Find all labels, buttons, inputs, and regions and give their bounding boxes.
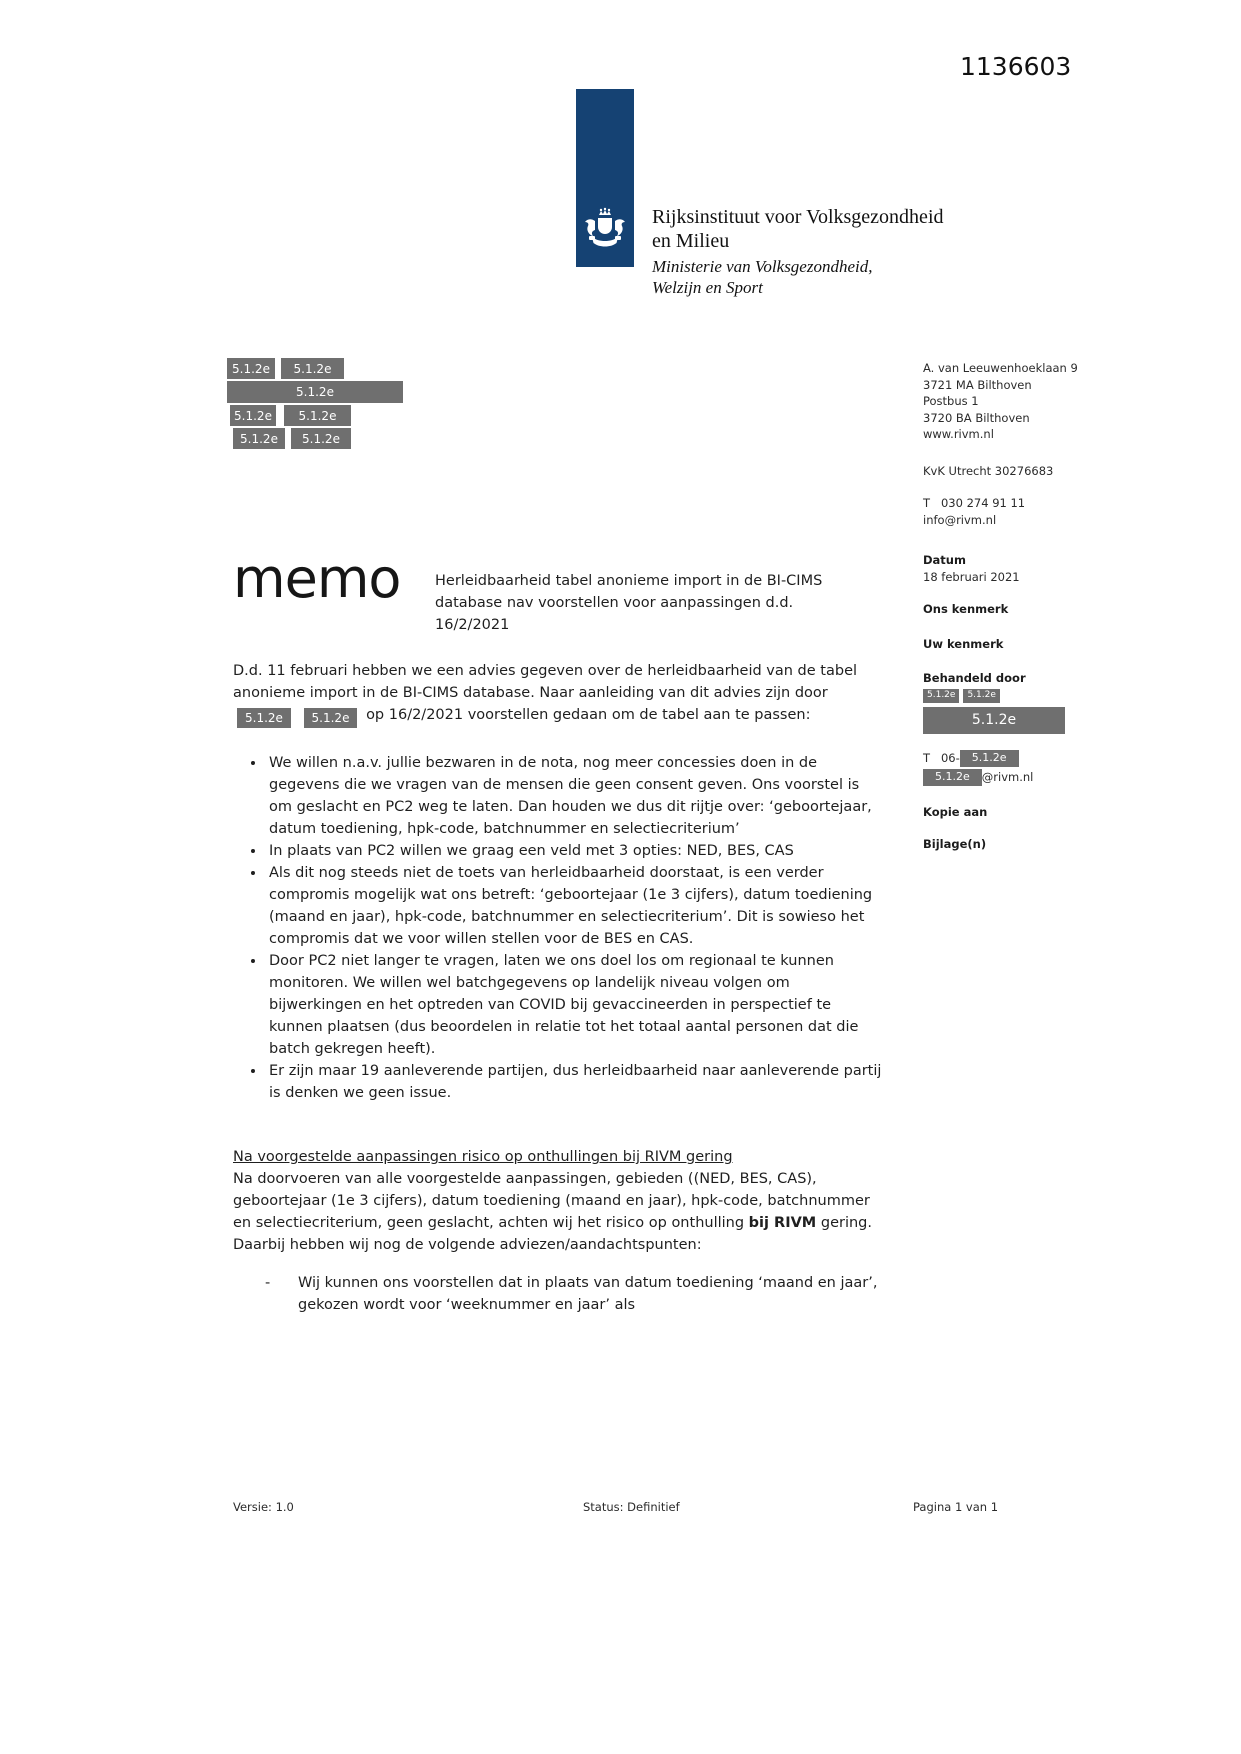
redaction-block: 5.1.2e	[284, 405, 351, 426]
bijlage-label: Bijlage(n)	[923, 837, 987, 851]
address-line: A. van Leeuwenhoeklaan 9	[923, 361, 1078, 375]
ministry-line1: Ministerie van Volksgezondheid,	[652, 257, 873, 276]
redaction-block: 5.1.2e	[304, 708, 358, 728]
document-number: 1136603	[960, 52, 1072, 81]
address-block	[923, 360, 1088, 443]
dash-item-text: Wij kunnen ons voorstellen dat in plaats van datum toediening ‘maand en jaar’, gekozen wordt voor ‘weeknummer en jaar’ als	[298, 1275, 878, 1313]
closing-paragraph	[233, 1168, 885, 1256]
address-line: Postbus 1	[923, 394, 979, 408]
kopie-aan-label: Kopie aan	[923, 804, 988, 819]
datum-label: Datum	[923, 553, 966, 567]
intro-paragraph	[233, 660, 885, 728]
bullet-item: • Als dit nog steeds niet de toets van herleidbaarheid doorstaat, is een verder compromis mogelijk wat ons betreft: ‘geboortejaar (1e 3 cijfers), datum toediening (maand en jaar), hpk-code, batchnummer en selectiecriterium’. Dit is sowieso het compromis dat we voor willen stellen voor de BES en CAS.	[266, 862, 885, 950]
org-name-line2: en Milieu	[652, 230, 730, 252]
main-content	[233, 547, 885, 1316]
redaction-block: 5.1.2e	[960, 750, 1019, 767]
rivm-logo-banner	[576, 89, 634, 267]
behandeld-door-label: Behandeld door	[923, 671, 1026, 685]
bullet-item: • Door PC2 niet langer te vragen, laten we ons doel los om regionaal te kunnen monitoren. We willen wel batchgegevens op landelijk niveau volgen om bijwerkingen en het optreden van COVID bij gevaccineerden in perspectief te kunnen plaatsen (dus beoordelen in relatie tot het totaal aantal personen dat die batch gekregen heeft).	[266, 950, 885, 1060]
ons-kenmerk-label: Ons kenmerk	[923, 602, 1009, 616]
org-name-line1: Rijksinstituut voor Volksgezondheid	[652, 206, 944, 228]
redaction-block: 5.1.2e	[281, 358, 344, 379]
intro-text: D.d. 11 februari hebben we een advies gegeven over de herleidbaarheid van de tabel anonieme import in de BI-CIMS database. Naar aanleiding van dit advies zijn door	[233, 663, 858, 701]
rivm-coat-of-arms-icon	[584, 207, 626, 261]
redaction-block: 5.1.2e	[923, 689, 959, 703]
closing-text: Na doorvoeren van alle voorgestelde aanpassingen, gebieden ((NED, BES, CAS), geboortejaar (1e 3 cijfers), datum toediening (maand en jaar), hpk-code, batchnummer en selectiecriterium, geen geslacht, achten wij het risico op onthulling	[233, 1171, 870, 1231]
closing-bold-text: bij RIVM	[748, 1215, 817, 1231]
bullet-list	[233, 752, 885, 1104]
bullet-item: • Er zijn maar 19 aanleverende partijen, dus herleidbaarheid naar aanleverende partij is denken we geen issue.	[266, 1060, 885, 1104]
redaction-block: 5.1.2e	[291, 428, 351, 449]
memo-title: memo	[233, 547, 401, 610]
redaction-block: 5.1.2e	[227, 381, 403, 403]
redaction-block: 5.1.2e	[963, 689, 999, 703]
email2-suffix: @rivm.nl	[981, 769, 1034, 784]
kvk-number: KvK Utrecht 30276683	[923, 463, 1054, 478]
datum-value: 18 februari 2021	[923, 569, 1020, 584]
footer-pagina: Pagina 1 van 1	[913, 1500, 999, 1514]
ministry-line2: Welzijn en Sport	[652, 278, 763, 297]
redaction-block: 5.1.2e	[923, 707, 1065, 734]
phone-number: T 030 274 91 11	[923, 496, 1026, 510]
footer-status: Status: Definitief	[583, 1500, 680, 1514]
left-redaction-group	[227, 358, 403, 451]
email-address: info@rivm.nl	[923, 512, 997, 527]
footer-versie: Versie: 1.0	[233, 1500, 294, 1514]
memo-subject: Herleidbaarheid tabel anonieme import in de BI-CIMS database nav voorstellen voor aanpassingen d.d. 16/2/2021	[435, 573, 823, 633]
bullet-item: • We willen n.a.v. jullie bezwaren in de nota, nog meer concessies doen in de gegevens die we vragen van de mensen die geen consent geven. Ons voorstel is om geslacht en PC2 weg te laten. Dan houden we dus dit rijtje over: ‘geboortejaar, datum toediening, hpk-code, batchnummer en selectiecriterium’	[266, 752, 885, 840]
uw-kenmerk-label: Uw kenmerk	[923, 636, 1004, 651]
redaction-block: 5.1.2e	[923, 769, 982, 786]
bullet-item: • In plaats van PC2 willen we graag een veld met 3 opties: NED, BES, CAS	[266, 840, 885, 862]
redaction-block: 5.1.2e	[227, 358, 275, 379]
org-block	[652, 205, 944, 298]
address-line: 3720 BA Bilthoven	[923, 410, 1030, 425]
redaction-block: 5.1.2e	[237, 708, 291, 728]
address-line: 3721 MA Bilthoven	[923, 377, 1032, 392]
rivm-header	[576, 89, 944, 298]
phone2-prefix: T 06-	[923, 750, 960, 765]
website-url: www.rivm.nl	[923, 427, 994, 441]
dash-list-item	[233, 1272, 885, 1316]
intro-text: op 16/2/2021 voorstellen gedaan om de tabel aan te passen:	[366, 707, 811, 723]
sidebar	[923, 360, 1088, 853]
redaction-block: 5.1.2e	[233, 428, 285, 449]
closing-text: gering. Daarbij hebben wij nog de volgende adviezen/aandachtspunten:	[233, 1215, 872, 1253]
section-heading: Na voorgestelde aanpassingen risico op onthullingen bij RIVM gering	[233, 1149, 733, 1165]
redaction-block: 5.1.2e	[230, 405, 276, 426]
dash-marker: -	[265, 1275, 271, 1291]
